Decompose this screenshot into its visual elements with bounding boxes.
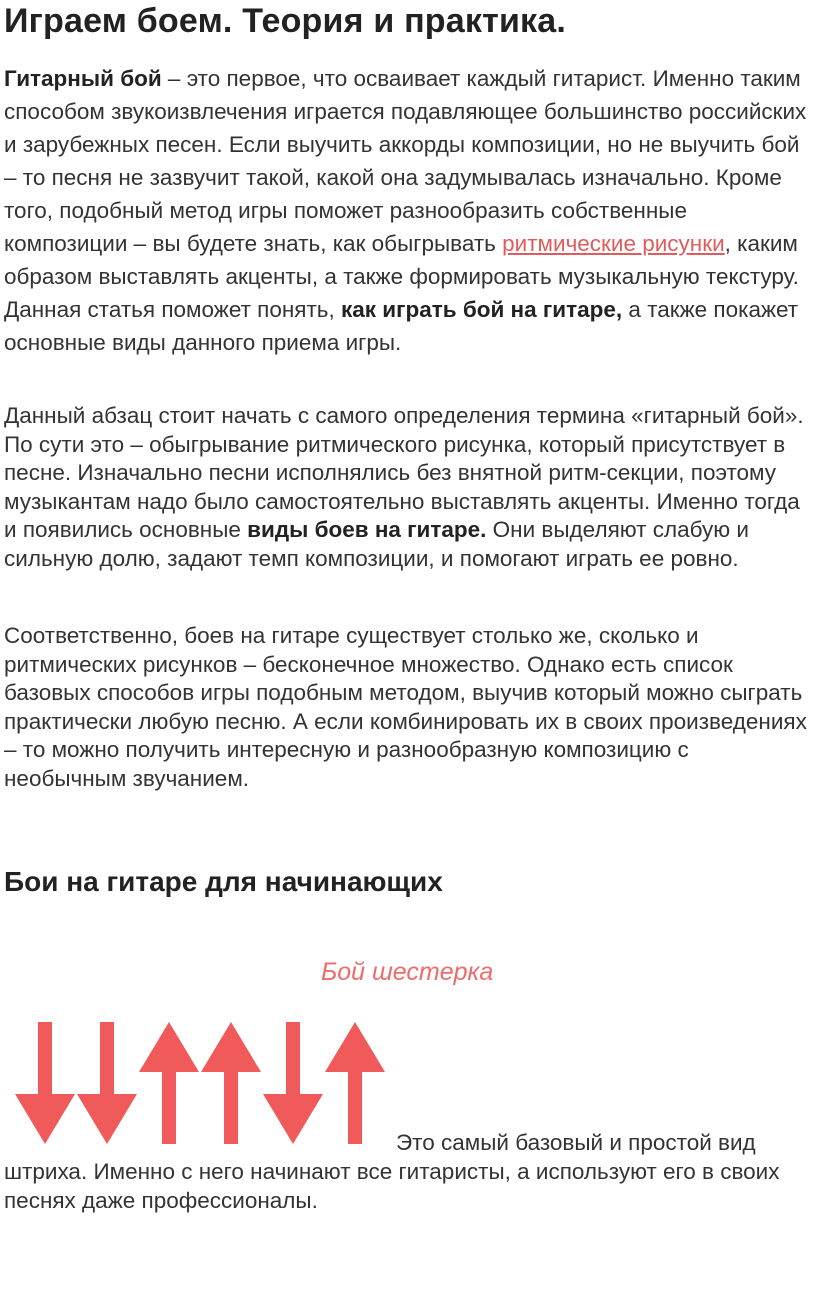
intro-text-2: , каким образом выставлять акценты, а также формировать музыкальную текстуру. Данная статья поможет понять, xyxy=(4,231,799,322)
strum-description xyxy=(4,1128,816,1215)
strum-text-rest: штриха. Именно с него начинают все гитаристы, а используют его в своих песнях даже профессионалы. xyxy=(4,1159,780,1213)
definition-text-1: Данный абзац стоит начать с самого определения термина «гитарный бой». По сути это – обыгрывание ритмического рисунка, который присутствует в песне. Изначально песни исполнялись без внятной ритм-секции, поэтому музыкантам надо было самостоятельно выставлять акценты. Именно тогда и появились основные xyxy=(4,403,804,543)
strum-text-first-line: Это самый базовый и простой вид xyxy=(396,1130,756,1155)
intro-bold-lead: Гитарный бой xyxy=(4,66,162,91)
arrow-down-icon xyxy=(77,1022,137,1144)
intro-text-1: – это первое, что осваивает каждый гитарист. Именно таким способом звукоизвлечения играется подавляющее большинство российских и зарубежных песен. Если выучить аккорды композиции, но не выучить бой – то песня не зазвучит такой, какой она задумывалась изначально. Кроме того, подобный метод игры поможет разнообразить собственные композиции – вы будете знать, как обыгрывать xyxy=(4,66,807,256)
intro-text-3: а также покажет основные виды данного приема игры. xyxy=(4,297,799,355)
arrow-down-icon xyxy=(263,1022,323,1144)
arrow-up-icon xyxy=(325,1022,385,1144)
definition-bold: виды боев на гитаре. xyxy=(247,517,487,543)
definition-text-2: Они выделяют слабую и сильную долю, задают темп композиции, и помогают играть ее ровно. xyxy=(4,517,749,571)
article-title: Играем боем. Теория и практика. xyxy=(4,2,567,40)
section-heading: Бои на гитаре для начинающих xyxy=(4,866,443,897)
arrow-up-icon xyxy=(201,1022,261,1144)
arrow-down-icon xyxy=(15,1022,75,1144)
definition-paragraph xyxy=(4,402,816,574)
strum-caption: Бой шестерка xyxy=(321,958,494,986)
variety-paragraph: Соответственно, боев на гитаре существует столько же, сколько и ритмических рисунков – бесконечное множество. Однако есть список базовых способов игры подобным методом, выучив который можно сыграть практически любую песню. А если комбинировать их в своих произведениях – то можно получить интересную и разнообразную композицию с необычным звучанием. xyxy=(4,623,807,791)
arrow-up-icon xyxy=(139,1022,199,1144)
intro-bold-mid: как играть бой на гитаре, xyxy=(340,297,623,322)
rhythm-patterns-link[interactable]: ритмические рисунки xyxy=(502,231,725,256)
intro-paragraph xyxy=(4,62,816,359)
